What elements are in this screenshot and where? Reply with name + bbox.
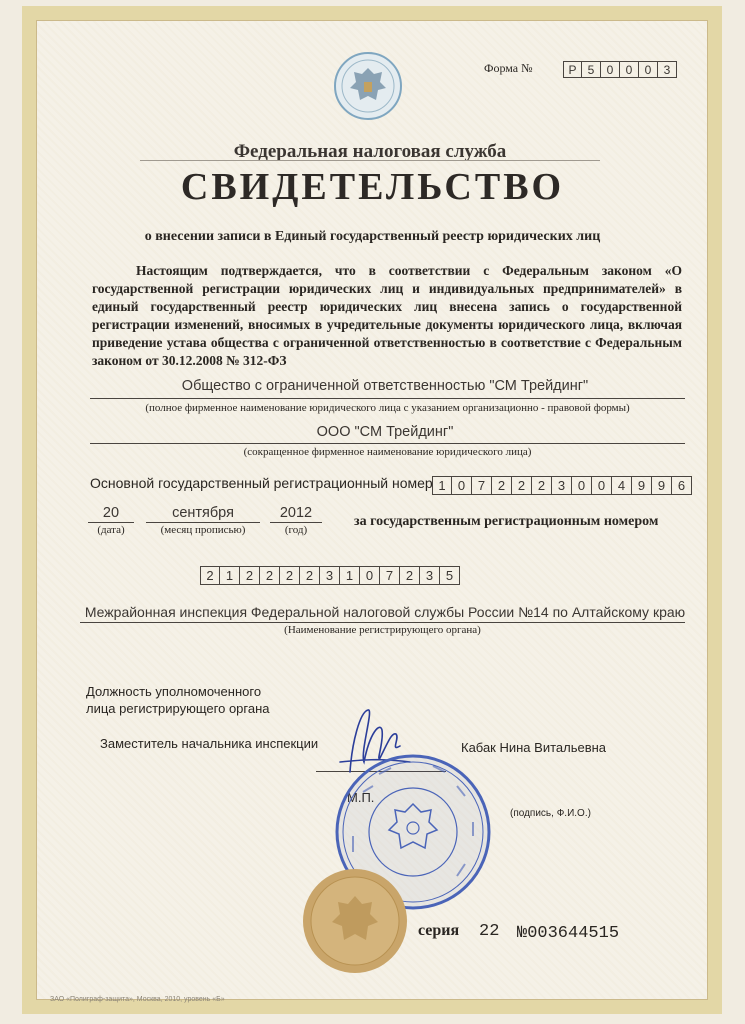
reg-digit: 5 bbox=[440, 566, 460, 585]
ogrn-digit: 0 bbox=[592, 476, 612, 495]
ogrn-label: Основной государственный регистрационный номер bbox=[90, 475, 433, 491]
form-label: Форма № bbox=[484, 61, 533, 75]
date-year: 2012 bbox=[279, 505, 313, 521]
form-code-cell: 0 bbox=[639, 61, 658, 78]
authority-line bbox=[80, 622, 685, 623]
reg-number-boxes bbox=[200, 566, 460, 585]
reg-digit: 0 bbox=[360, 566, 380, 585]
ogrn-digit: 1 bbox=[432, 476, 452, 495]
printer-footnote: ЗАО «Полиграф-защита», Москва, 2010, уровень «Б» bbox=[50, 996, 225, 1003]
date-month: сентября bbox=[172, 505, 234, 521]
form-code-cell: Р bbox=[563, 61, 582, 78]
position-label-line2: лица регистрирующего органа bbox=[86, 701, 270, 716]
ogrn-boxes bbox=[432, 476, 692, 495]
date-day: 20 bbox=[102, 505, 120, 521]
ogrn-digit: 7 bbox=[472, 476, 492, 495]
reg-digit: 2 bbox=[260, 566, 280, 585]
authority-caption: (Наименование регистрирующего органа) bbox=[284, 624, 481, 636]
reg-digit: 2 bbox=[280, 566, 300, 585]
date-year-caption: (год) bbox=[284, 524, 308, 536]
certificate-subtitle: о внесении записи в Единый государственный реестр юридических лиц bbox=[144, 229, 601, 244]
reg-digit: 3 bbox=[420, 566, 440, 585]
reg-digit: 3 bbox=[320, 566, 340, 585]
reg-digit: 1 bbox=[220, 566, 240, 585]
full-name-caption: (полное фирменное наименование юридического лица с указанием организационно - правовой формы) bbox=[145, 402, 630, 414]
authority-name: Межрайонная инспекция Федеральной налоговой службы России №14 по Алтайскому краю bbox=[84, 604, 686, 620]
serial-number: №003644515 bbox=[517, 924, 620, 943]
reg-digit: 1 bbox=[340, 566, 360, 585]
date-day-line bbox=[88, 522, 134, 523]
agency-name: Федеральная налоговая служба bbox=[233, 141, 507, 162]
date-month-line bbox=[146, 522, 260, 523]
entity-short-name: ООО "СМ Трейдинг" bbox=[316, 424, 454, 440]
ogrn-digit: 2 bbox=[512, 476, 532, 495]
date-year-line bbox=[270, 522, 322, 523]
short-name-line bbox=[90, 443, 685, 444]
reg-digit: 7 bbox=[380, 566, 400, 585]
official-position: Заместитель начальника инспекции bbox=[100, 736, 319, 751]
form-code-boxes bbox=[563, 61, 677, 78]
ogrn-digit: 9 bbox=[632, 476, 652, 495]
ogrn-digit: 6 bbox=[672, 476, 692, 495]
reg-number-phrase: за государственным регистрационным номером bbox=[354, 514, 659, 529]
gold-seal-icon bbox=[300, 866, 410, 976]
ogrn-digit: 9 bbox=[652, 476, 672, 495]
ogrn-digit: 0 bbox=[452, 476, 472, 495]
official-name: Кабак Нина Витальевна bbox=[461, 740, 607, 755]
ogrn-digit: 2 bbox=[492, 476, 512, 495]
form-code-cell: 5 bbox=[582, 61, 601, 78]
ogrn-digit: 4 bbox=[612, 476, 632, 495]
state-emblem-icon bbox=[332, 50, 404, 122]
ogrn-digit: 3 bbox=[552, 476, 572, 495]
position-label-line1: Должность уполномоченного bbox=[86, 684, 262, 699]
series-label: серия bbox=[418, 922, 460, 939]
reg-digit: 2 bbox=[300, 566, 320, 585]
form-code-cell: 3 bbox=[658, 61, 677, 78]
reg-digit: 2 bbox=[200, 566, 220, 585]
full-name-line bbox=[90, 398, 685, 399]
date-day-caption: (дата) bbox=[97, 524, 125, 536]
date-month-caption: (месяц прописью) bbox=[160, 524, 246, 536]
reg-digit: 2 bbox=[240, 566, 260, 585]
form-code-cell: 0 bbox=[620, 61, 639, 78]
sign-caption: (подпись, Ф.И.О.) bbox=[510, 808, 591, 819]
body-paragraph: Настоящим подтверждается, что в соответствии с Федеральным законом «О государственной регистрации юридических лиц и индивидуальных предпринимателей» в единый государственный реестр юридических лиц внесена запись о государственной регистрации изменений, вносимых в учредительные документы юридического лица, включая приведение устава общества с ограниченной ответственностью в соответствие с Федеральным законом от 30.12.2008 № 312-ФЗ bbox=[92, 263, 682, 368]
short-name-caption: (сокращенное фирменное наименование юридического лица) bbox=[243, 446, 532, 458]
reg-digit: 2 bbox=[400, 566, 420, 585]
ogrn-digit: 2 bbox=[532, 476, 552, 495]
form-code-cell: 0 bbox=[601, 61, 620, 78]
entity-full-name: Общество с ограниченной ответственностью "СМ Трейдинг" bbox=[181, 378, 589, 394]
series-number: 22 bbox=[479, 922, 500, 941]
certificate-title: СВИДЕТЕЛЬСТВО bbox=[180, 166, 565, 208]
ogrn-digit: 0 bbox=[572, 476, 592, 495]
agency-underline bbox=[140, 160, 600, 161]
